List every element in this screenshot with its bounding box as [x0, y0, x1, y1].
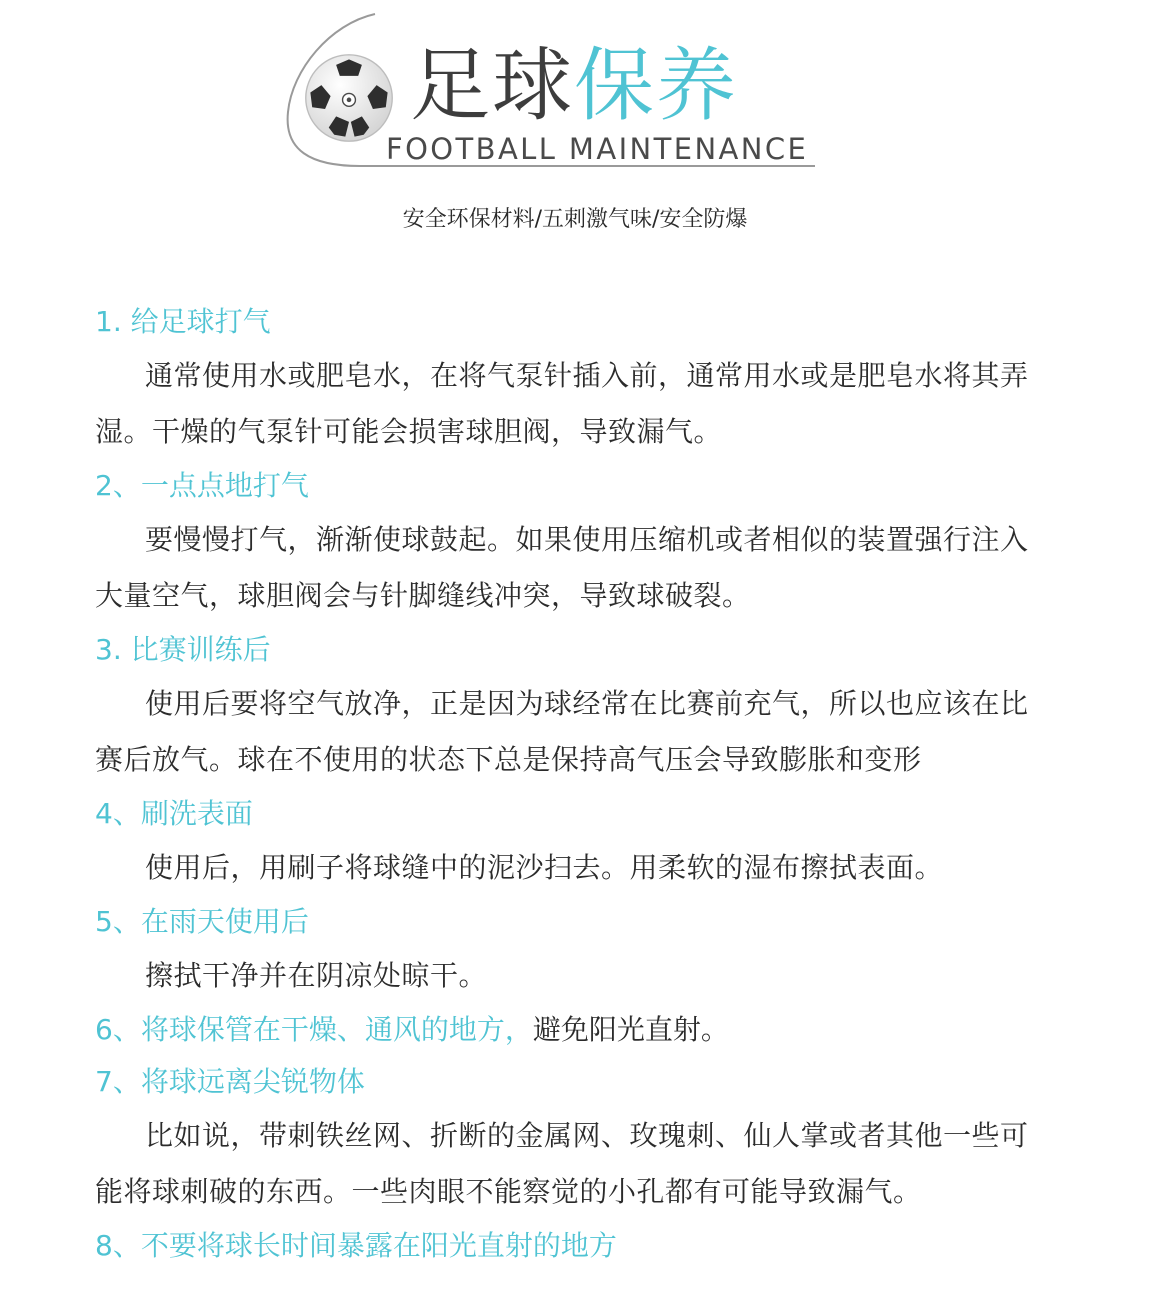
list-item [95, 624, 1055, 788]
soccer-ball-icon [303, 52, 395, 144]
item-heading: 8、不要将球长时间暴露在阳光直射的地方 [95, 1229, 617, 1262]
item-heading: 4、刷洗表面 [95, 797, 253, 830]
title-dark: 足球 [410, 39, 574, 132]
item-heading-row [95, 1004, 1055, 1056]
item-heading: 2、一点点地打气 [95, 469, 309, 502]
item-body: 比如说，带刺铁丝网、折断的金属网、玫瑰刺、仙人掌或者其他一些可能将球刺破的东西。一些肉眼不能察觉的小孔都有可能导致漏气。 [95, 1119, 1029, 1208]
item-heading: 5、在雨天使用后 [95, 905, 309, 938]
list-item [95, 896, 1055, 1004]
header [0, 0, 1170, 260]
item-body: 要慢慢打气，渐渐使球鼓起。如果使用压缩机或者相似的装置强行注入大量空气，球胆阀会与针脚缝线冲突，导致球破裂。 [95, 523, 1029, 612]
item-body: 使用后，用刷子将球缝中的泥沙扫去。用柔软的湿布擦拭表面。 [145, 851, 944, 884]
title-accent: 保养 [574, 39, 738, 132]
list-item [95, 1220, 1055, 1272]
maintenance-list [95, 296, 1055, 1272]
list-item [95, 1004, 1055, 1056]
item-heading-tail: 避免阳光直射。 [532, 1013, 729, 1046]
item-body: 通常使用水或肥皂水，在将气泵针插入前，通常用水或是肥皂水将其弄湿。干燥的气泵针可能会损害球胆阀，导致漏气。 [95, 359, 1029, 448]
item-heading: 7、将球远离尖锐物体 [95, 1065, 365, 1098]
page-title [410, 36, 738, 136]
list-item [95, 296, 1055, 460]
item-heading: 3. 比赛训练后 [95, 633, 271, 666]
list-item [95, 460, 1055, 624]
english-subtitle: FOOTBALL MAINTENANCE [386, 132, 809, 166]
item-heading: 1. 给足球打气 [95, 305, 271, 338]
item-heading: 6、将球保管在干燥、通风的地方， [95, 1013, 533, 1046]
list-item [95, 788, 1055, 896]
item-body: 使用后要将空气放净，正是因为球经常在比赛前充气，所以也应该在比赛后放气。球在不使用的状态下总是保持高气压会导致膨胀和变形 [95, 687, 1029, 776]
item-body: 擦拭干净并在阴凉处晾干。 [145, 959, 488, 992]
tagline: 安全环保材料/五刺激气味/安全防爆 [402, 207, 748, 232]
list-item [95, 1056, 1055, 1220]
